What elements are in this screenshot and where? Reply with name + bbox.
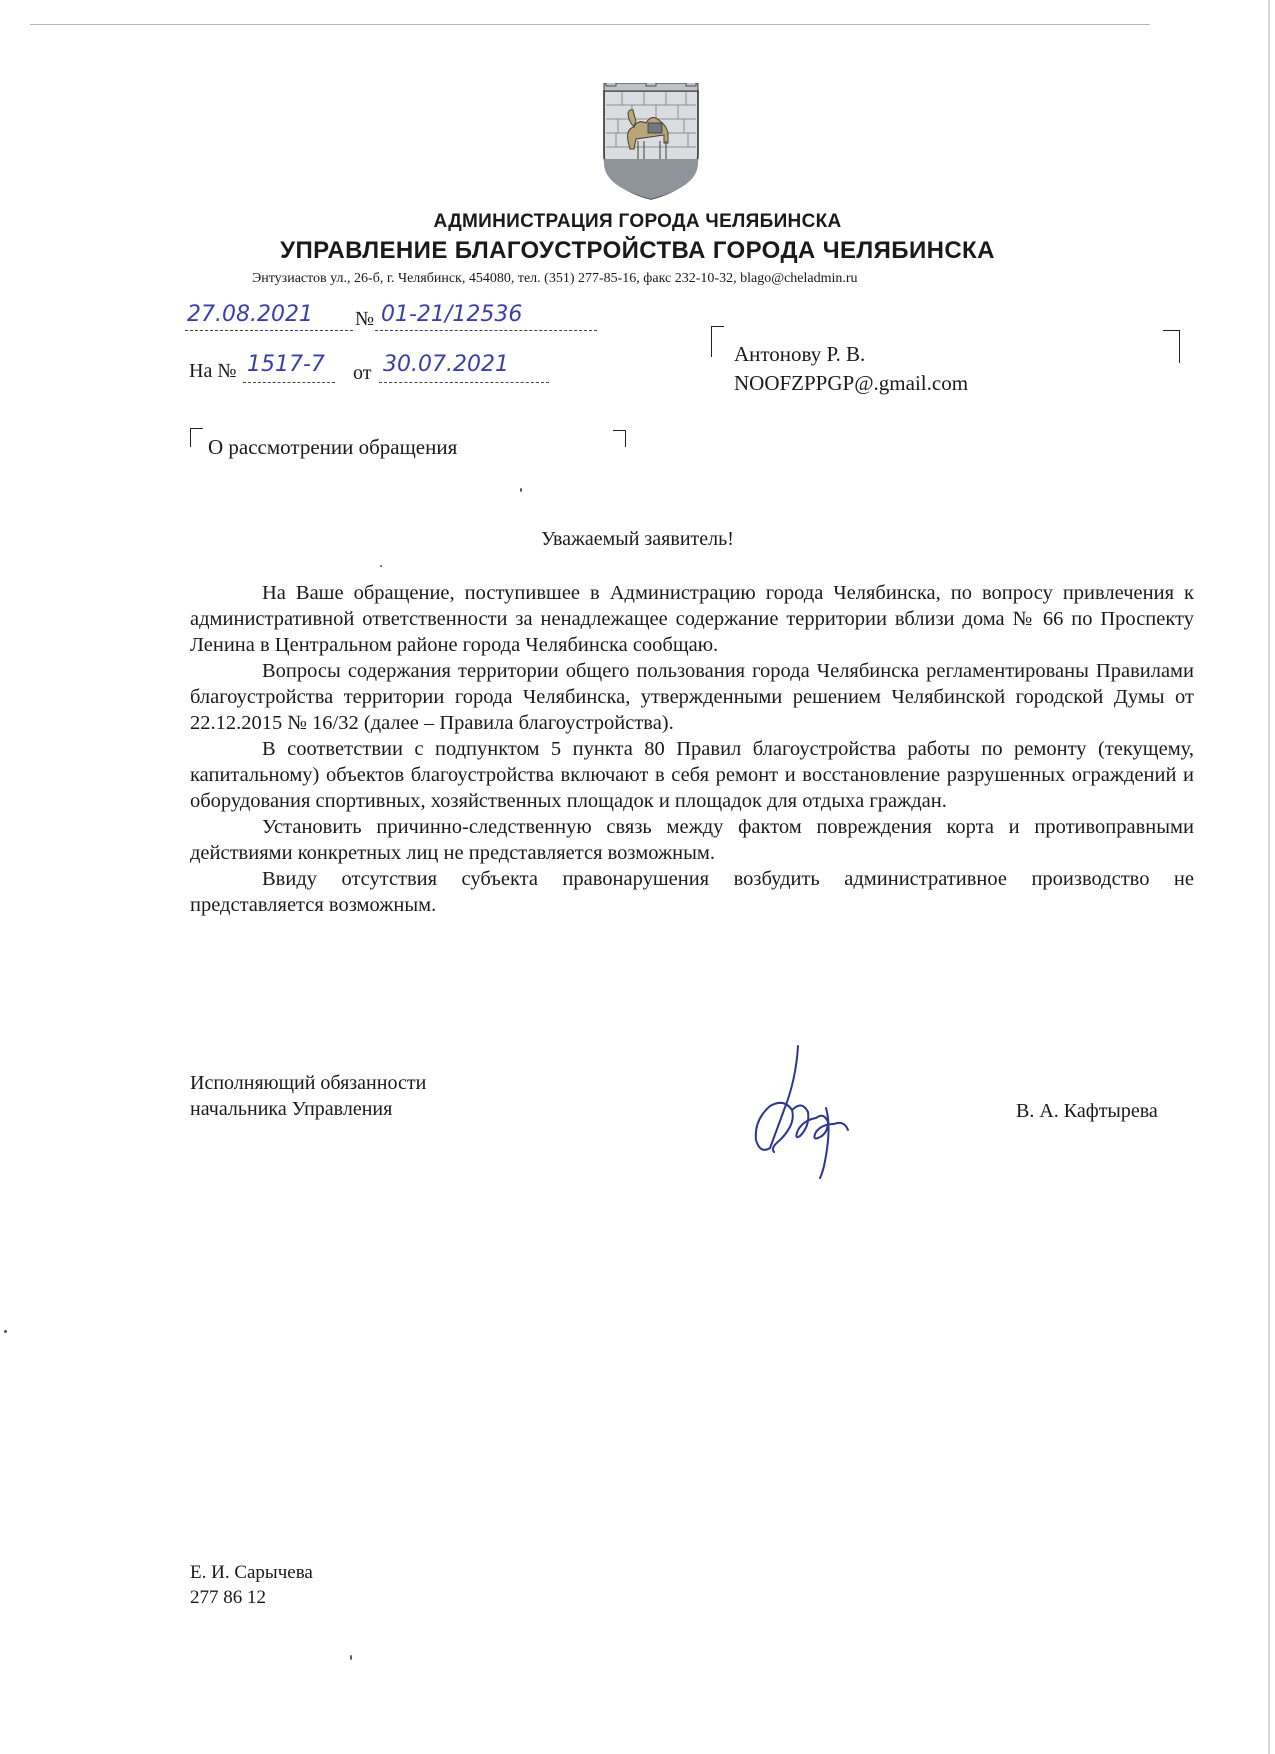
registration-line [185,298,605,334]
reply-date-underline [379,382,549,383]
chelyabinsk-coat-of-arms-icon [598,83,704,201]
administration-title: АДМИНИСТРАЦИЯ ГОРОДА ЧЕЛЯБИНСКА [433,211,842,232]
date-underline [185,330,353,331]
recipient-block [734,340,968,398]
number-prefix: № [355,308,375,330]
recipient-bracket-right [1163,330,1180,363]
department-address: Энтузиастов ул., 26-б, г. Челябинск, 454080, тел. (351) 277-85-16, факс 232-10-32, blago@cheladmin.ru [252,271,858,286]
greeting: Уважаемый заявитель! [541,528,734,550]
scan-edge-line [30,24,1150,25]
recipient-name: Антонову Р. В. [734,342,866,366]
body-paragraph-2: Вопросы содержания территории общего пользования города Челябинска регламентированы Правилами благоустройства территории города Челябинска, утвержденными решением Челябинской городской Думы от 22.12.2015 № 16/32 (далее – Правила благоустройства). [190,660,1194,734]
scan-speck [520,488,522,492]
department-title: УПРАВЛЕНИЕ БЛАГОУСТРОЙСТВА ГОРОДА ЧЕЛЯБИНСКА [280,237,995,264]
reply-reference-line [185,352,605,392]
number-underline [375,330,597,331]
signatory-title [190,1070,426,1122]
executor-phone: 277 86 12 [190,1587,266,1608]
scan-speck [350,1655,352,1660]
body-paragraph-3: В соответствии с подпунктом 5 пункта 80 Правил благоустройства работы по ремонту (текущему, капитальному) объектов благоустройства включают в себя ремонт и восстановление разрушенных ограждений и оборудования спортивных, хозяйственных площадок и площадок для отдыха граждан. [190,738,1194,812]
subject-line: О рассмотрении обращения [208,435,458,459]
executor-name: Е. И. Сарычева [190,1562,313,1583]
letter-body [190,580,1194,918]
registration-date: 27.08.2021 [187,302,313,327]
signatory-title-line2: начальника Управления [190,1098,393,1120]
executor-block [190,1560,313,1610]
registration-number: 01-21/12536 [381,302,523,327]
reply-prefix: На № [189,360,237,382]
body-paragraph-4: Установить причинно-следственную связь между фактом повреждения корта и противоправными действиями конкретных лиц не представляется возможным. [190,816,1194,864]
subject-bracket-right [613,430,626,447]
handwritten-signature [740,1040,870,1180]
scan-speck [380,565,382,567]
signatory-name: В. А. Кафтырева [1016,1100,1158,1122]
recipient-email: NOOFZPPGP@.gmail.com [734,371,969,395]
body-paragraph-1: На Ваше обращение, поступившее в Администрацию города Челябинска, по вопросу привлечения к административной ответственности за ненадлежащее содержание территории вблизи дома № 66 по Проспекту Ленина в Центральном районе города Челябинска сообщаю. [190,582,1194,656]
reply-number-underline [243,382,335,383]
subject-bracket-left [190,428,203,447]
reply-date: 30.07.2021 [383,352,509,377]
scan-speck [4,1330,7,1333]
recipient-bracket-left [711,326,724,357]
body-paragraph-5: Ввиду отсутствия субъекта правонарушения возбудить административное производство не представляется возможным. [190,868,1194,916]
reply-from-label: от [353,362,372,384]
signatory-title-line1: Исполняющий обязанности [190,1072,427,1094]
reply-number: 1517-7 [247,352,325,377]
